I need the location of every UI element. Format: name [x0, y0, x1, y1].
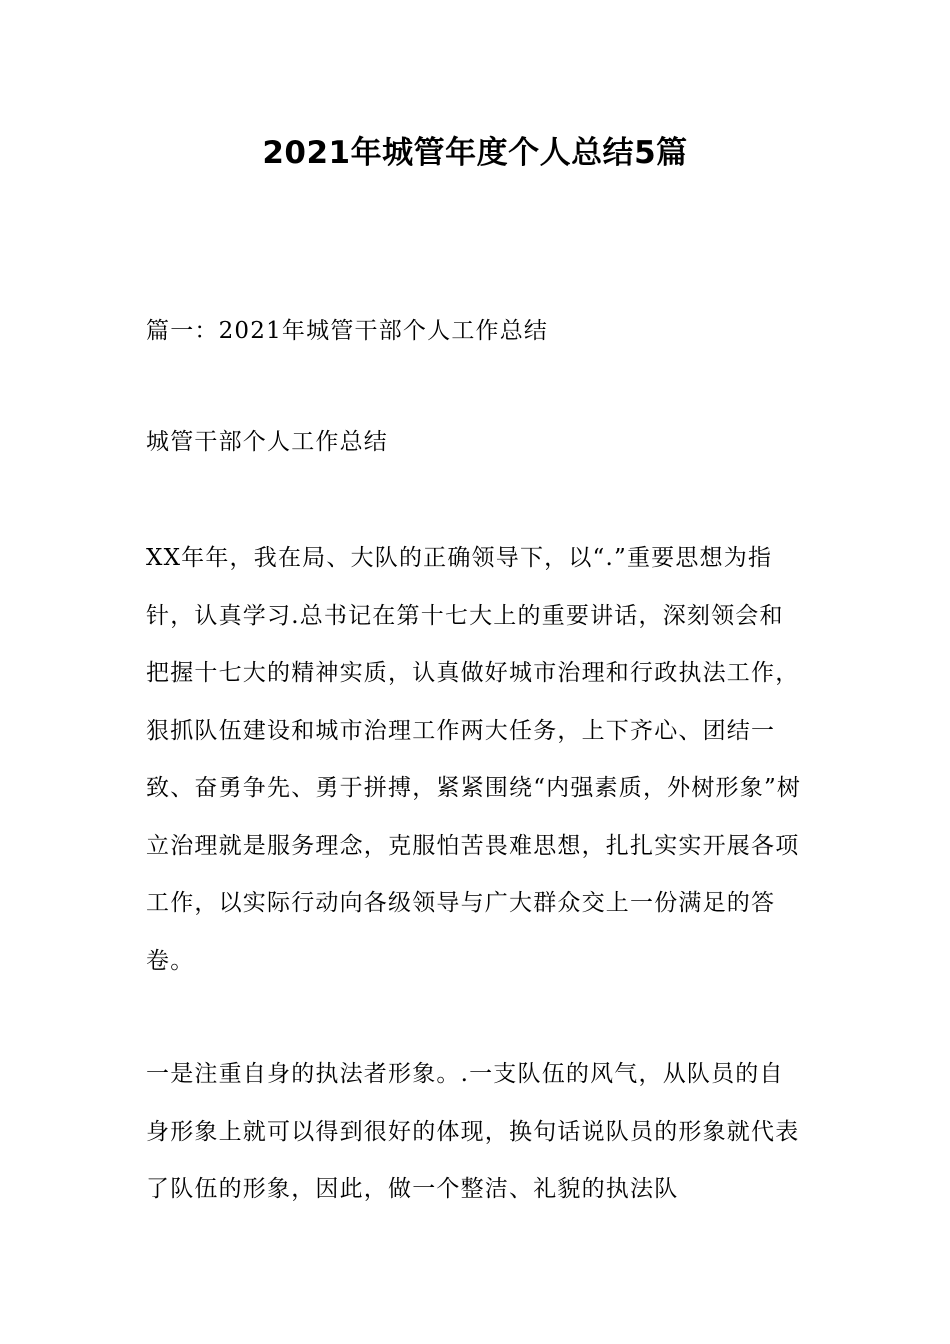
body-paragraph-2: 一是注重自身的执法者形象。.一支队伍的风气，从队员的自身形象上就可以得到很好的体现，换句话说队员的形象就代表了队伍的形象，因此，做一个整洁、礼貌的执法队	[146, 1061, 800, 1202]
section-heading: 篇一：2021年城管干部个人工作总结	[146, 318, 549, 344]
document-title: 2021年城管年度个人总结5篇	[262, 135, 688, 171]
sub-heading: 城管干部个人工作总结	[146, 429, 388, 455]
body-paragraph-1: XX年年，我在局、大队的正确领导下，以“.”重要思想为指针，认真学习.总书记在第十七大上的重要讲话，深刻领会和把握十七大的精神实质，认真做好城市治理和行政执法工作，狠抓队伍建设和城市治理工作两大任务，上下齐心、团结一致、奋勇争先、勇于拼搏，紧紧围绕“内强素质，外树形象”树立治理就是服务理念，克服怕苦畏难思想，扎扎实实开展各项工作，以实际行动向各级领导与广大群众交上一份满足的答卷。	[146, 545, 802, 974]
